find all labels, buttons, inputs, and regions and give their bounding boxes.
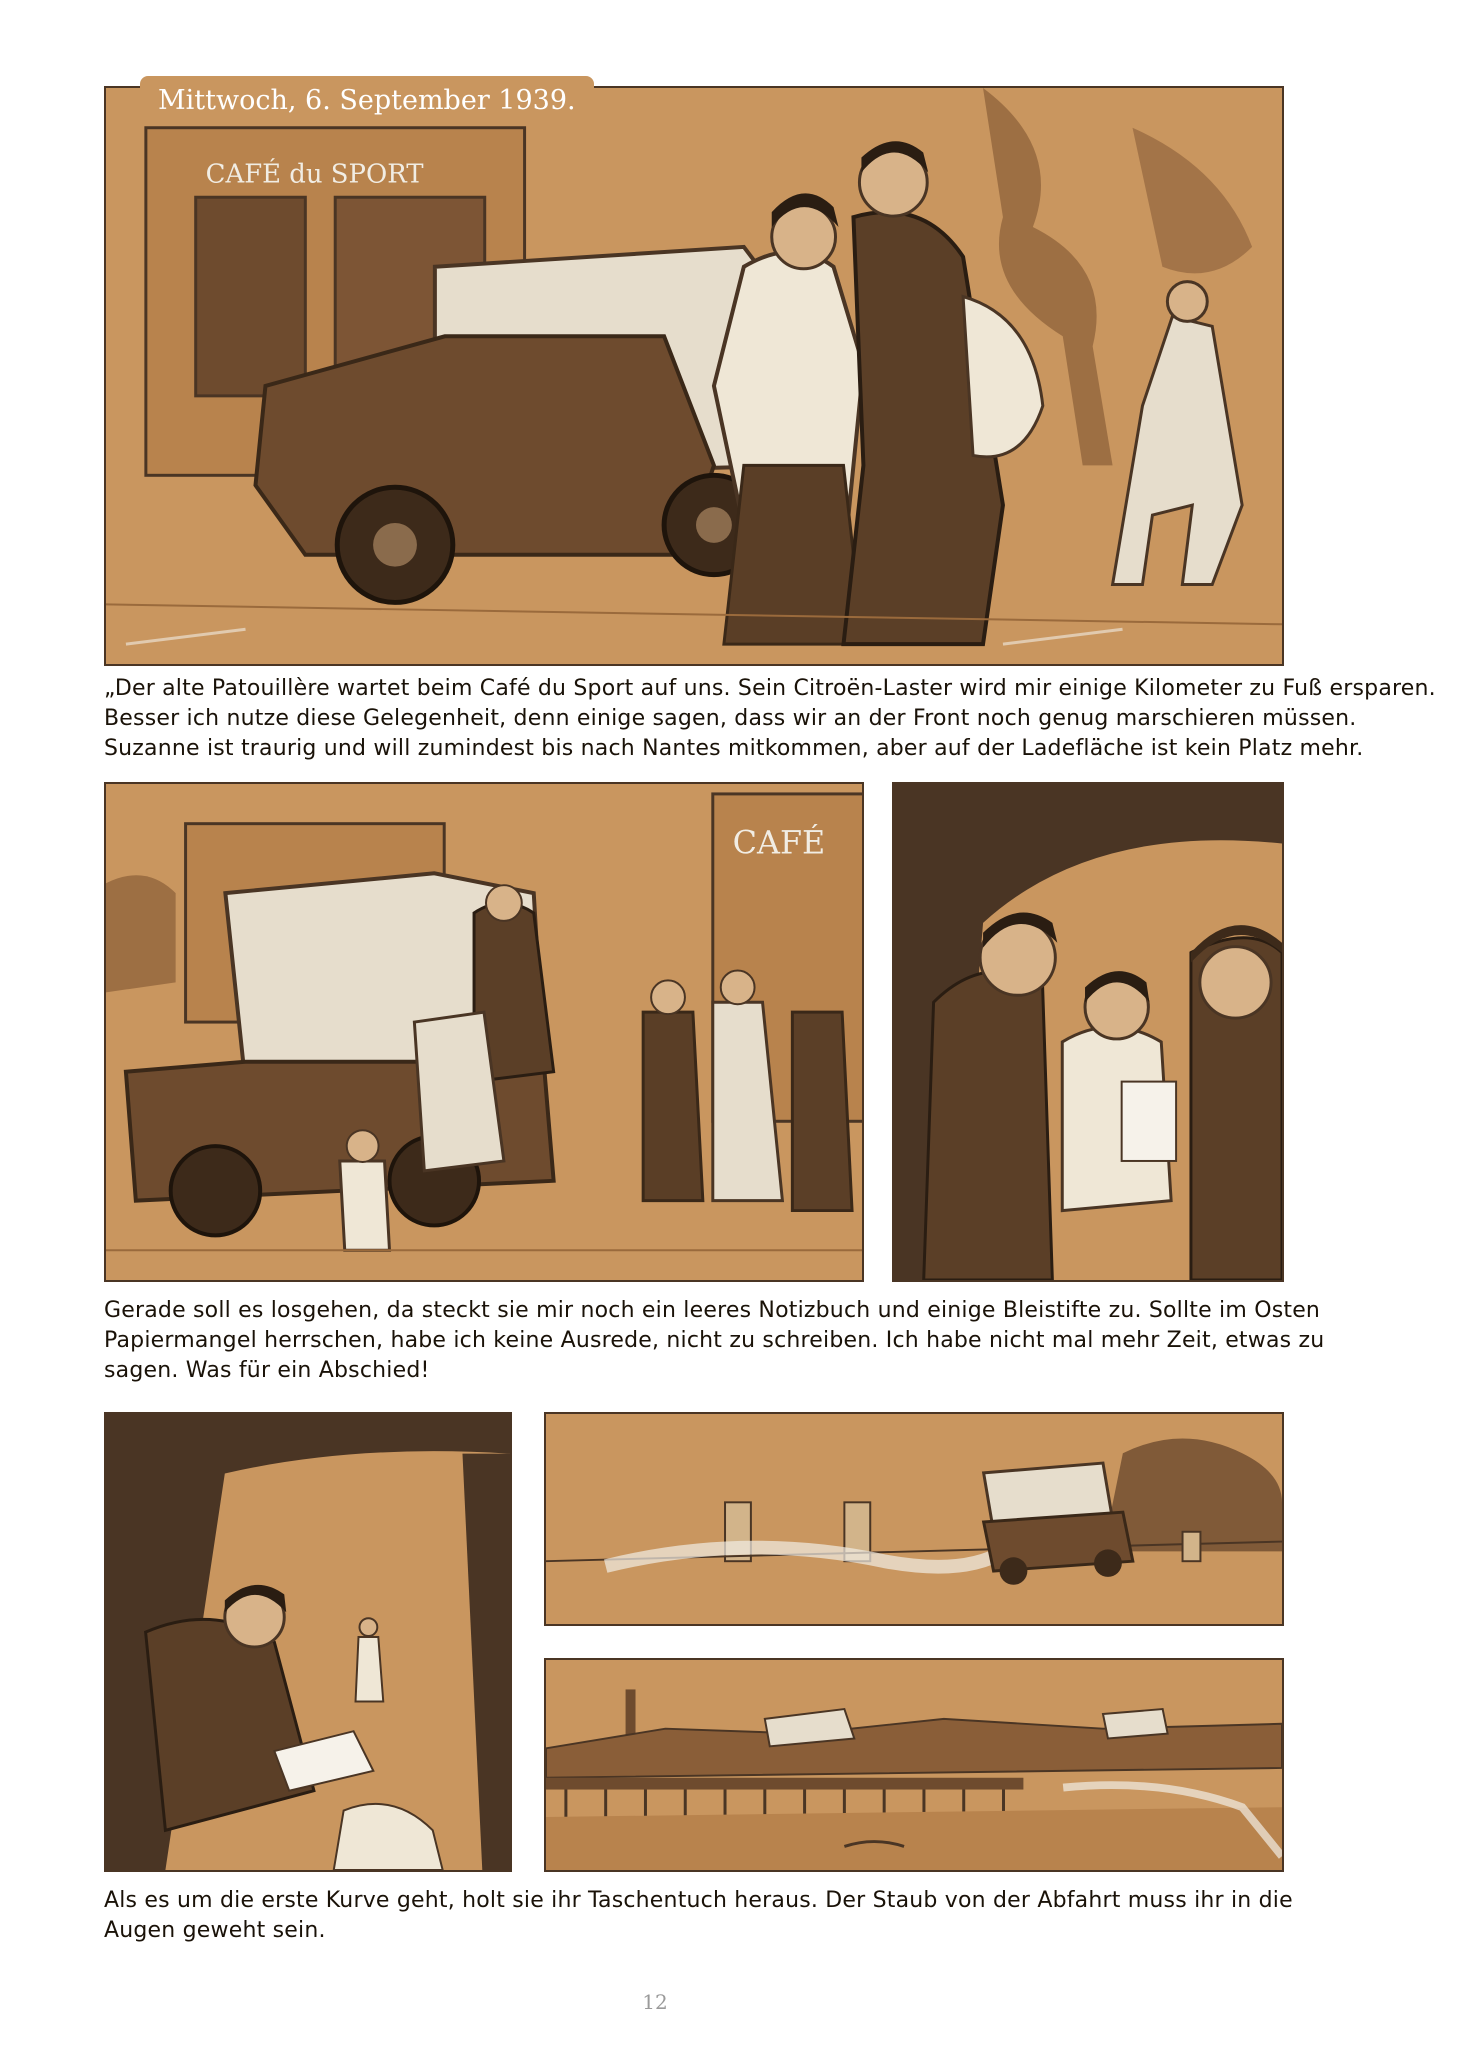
panel-6-illustration [546, 1660, 1282, 1870]
caption-2-line-3: sagen. Was für ein Abschied! [104, 1358, 430, 1383]
caption-2-line-2: Papiermangel herrschen, habe ich keine Ausrede, nicht zu schreiben. Ich habe nicht mal mehr Zeit, etwas zu [104, 1328, 1325, 1353]
panel-5-illustration [546, 1414, 1282, 1624]
panel-1-cafe-farewell [104, 86, 1284, 666]
panel-1-illustration [106, 88, 1282, 664]
panel-5-truck-departing [544, 1412, 1284, 1626]
page-number: 12 [642, 1990, 668, 2014]
date-label: Mittwoch, 6. September 1939. [140, 76, 594, 126]
panel-6-town-panorama [544, 1658, 1284, 1872]
caption-2 [104, 1296, 1324, 1386]
panel-4-reading-in-truck [104, 1412, 512, 1872]
caption-3 [104, 1886, 1293, 1946]
cafe-sign-text: CAFÉ du SPORT [205, 159, 424, 190]
cafe-sign-text-2: CAFÉ [732, 825, 826, 862]
caption-2-line-1: Gerade soll es losgehen, da steckt sie mir noch ein leeres Notizbuch und einige Bleistifte zu. Sollte im Osten [104, 1298, 1321, 1323]
caption-1-line-2: Besser ich nutze diese Gelegenheit, denn einige sagen, dass wir an der Front noch genug marschieren müssen. [104, 706, 1357, 731]
panel-2-loading-truck [104, 782, 864, 1282]
caption-1-line-3: Suzanne ist traurig und will zumindest bis nach Nantes mitkommen, aber auf der Ladefläche ist kein Platz mehr. [104, 736, 1364, 761]
caption-1-line-1: „Der alte Patouillère wartet beim Café du Sport auf uns. Sein Citroën-Laster wird mir einige Kilometer zu Fuß ersparen. [104, 676, 1436, 701]
panel-3-illustration [894, 784, 1282, 1280]
caption-3-line-1: Als es um die erste Kurve geht, holt sie ihr Taschentuch heraus. Der Staub von der Abfahrt muss ihr in die [104, 1888, 1293, 1913]
panel-2-illustration [106, 784, 862, 1280]
panel-4-illustration [106, 1414, 510, 1870]
caption-3-line-2: Augen geweht sein. [104, 1918, 326, 1943]
panel-3-closeup [892, 782, 1284, 1282]
caption-1 [104, 674, 1436, 764]
